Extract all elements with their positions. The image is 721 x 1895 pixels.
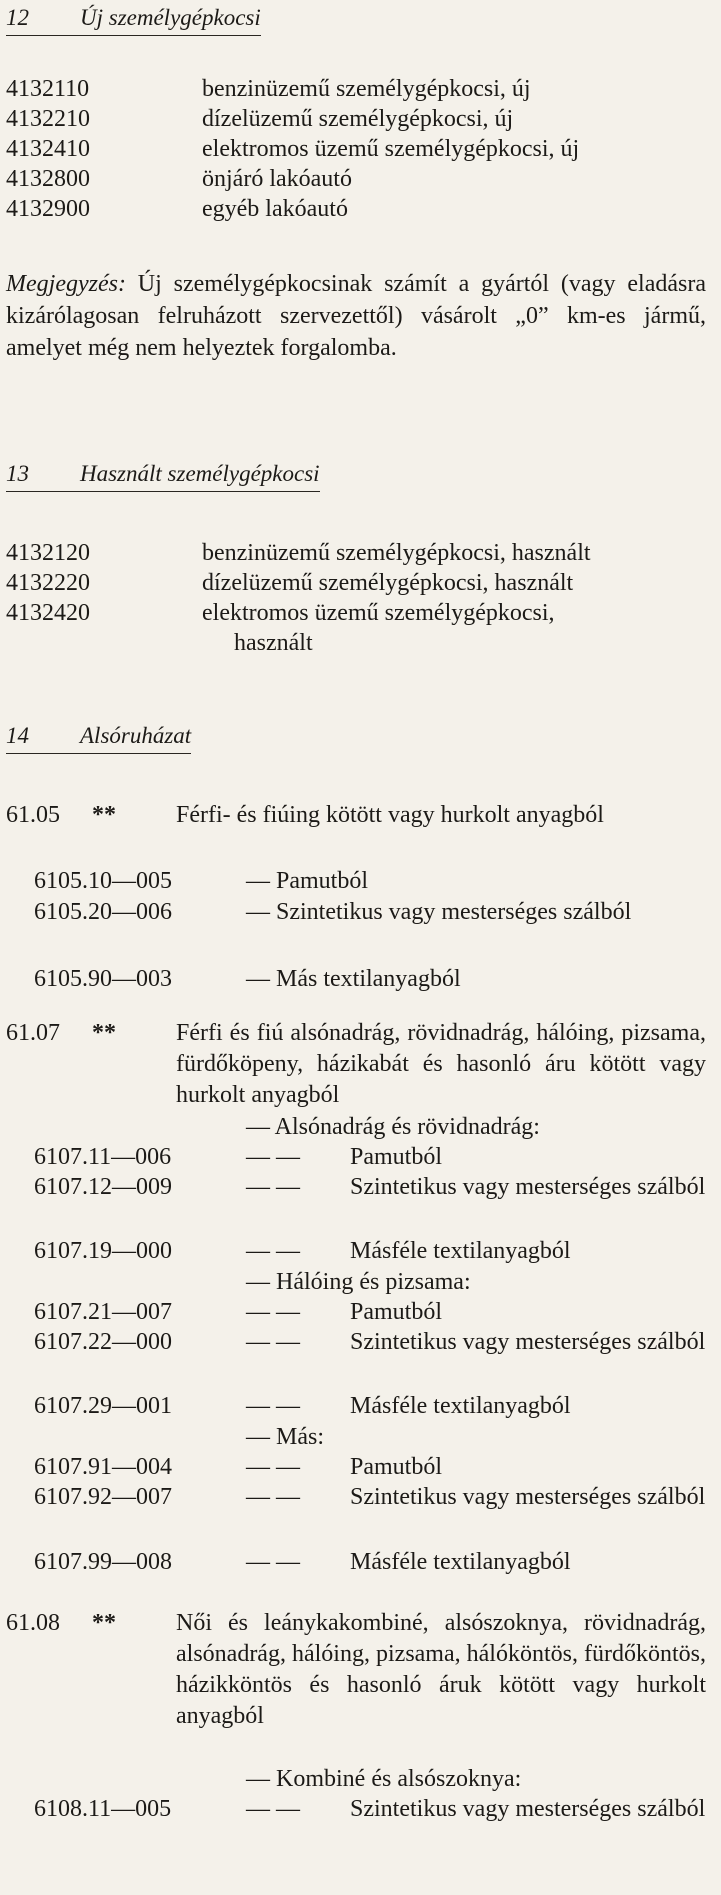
heading-description: Férfi- és fiúing kötött vagy hurkolt anyagból bbox=[176, 802, 604, 828]
subheading-code: 6108.11—005 bbox=[34, 1796, 172, 1822]
heading-code: 61.08 bbox=[6, 1610, 60, 1636]
subheading-dash: — — bbox=[246, 1484, 300, 1510]
section-title: Használt személygépkocsi bbox=[80, 461, 320, 486]
item-code: 4132410 bbox=[6, 136, 90, 162]
item-code: 4132420 bbox=[6, 600, 90, 626]
item-description: benzinüzemű személygépkocsi, új bbox=[202, 76, 531, 102]
subheading-row bbox=[0, 1172, 721, 1234]
group-label bbox=[0, 1422, 721, 1453]
item-description: dízelüzemű személygépkocsi, új bbox=[202, 106, 514, 132]
item-description: elektromos üzemű személygépkocsi, új bbox=[202, 136, 580, 162]
section-number: 13 bbox=[6, 461, 29, 486]
subheading-dash: — — bbox=[246, 1549, 300, 1575]
item-description: használt bbox=[234, 630, 313, 656]
section-13-heading bbox=[6, 460, 320, 492]
note-paragraph bbox=[6, 268, 706, 364]
heading-entry-6105 bbox=[0, 800, 721, 862]
item-code: 4132800 bbox=[6, 166, 90, 192]
subheading-text: — Szintetikus vagy mesterséges szálból bbox=[246, 899, 632, 925]
item-code: 4132210 bbox=[6, 106, 90, 132]
heading-entry-6108 bbox=[0, 1608, 721, 1763]
subheading-row bbox=[0, 1794, 721, 1856]
item-description: dízelüzemű személygépkocsi, használt bbox=[202, 570, 574, 596]
group-label-text: — Alsónadrág és rövidnadrág: bbox=[246, 1114, 540, 1140]
subheading-row bbox=[0, 1452, 721, 1483]
subheading-row bbox=[0, 1482, 721, 1544]
subheading-text: Pamutból bbox=[350, 1299, 443, 1325]
subheading-code: 6107.12—009 bbox=[34, 1174, 172, 1200]
heading-stars: ** bbox=[92, 1610, 116, 1636]
subheading-text: Másféle textilanyagból bbox=[350, 1549, 571, 1575]
subheading-text: — Pamutból bbox=[246, 868, 369, 894]
heading-description: Női és leánykakombiné, alsószoknya, rövidnadrág, alsónadrág, hálóing, pizsama, hálóköntös, fürdőköntös, házikköntös és hasonló áruk kötött vagy hurkolt anyagból bbox=[176, 1610, 706, 1729]
subheading-row bbox=[0, 897, 721, 959]
subheading-code: 6107.22—000 bbox=[34, 1329, 172, 1355]
group-label bbox=[0, 1112, 721, 1143]
heading-description: Férfi és fiú alsónadrág, rövidnadrág, hálóing, pizsama, fürdőköpeny, házikabát és hasonló áru kötött vagy hurkolt anyagból bbox=[176, 1020, 706, 1108]
subheading-row bbox=[0, 964, 721, 995]
subheading-row bbox=[0, 1391, 721, 1422]
heading-entry-6107 bbox=[0, 1018, 721, 1111]
subheading-row bbox=[0, 1297, 721, 1328]
subheading-dash: — — bbox=[246, 1454, 300, 1480]
subheading-row bbox=[0, 1547, 721, 1578]
item-description: önjáró lakóautó bbox=[202, 166, 352, 192]
section-title: Alsóruházat bbox=[80, 723, 192, 748]
subheading-dash: — — bbox=[246, 1329, 300, 1355]
subheading-text: Szintetikus vagy mesterséges szálból bbox=[350, 1484, 706, 1510]
subheading-dash: — — bbox=[246, 1796, 300, 1822]
subheading-row bbox=[0, 1142, 721, 1173]
subheading-code: 6105.20—006 bbox=[34, 899, 172, 925]
subheading-text: Pamutból bbox=[350, 1454, 443, 1480]
subheading-row bbox=[0, 1236, 721, 1267]
item-code: 4132220 bbox=[6, 570, 90, 596]
group-label bbox=[0, 1267, 721, 1298]
subheading-text: Szintetikus vagy mesterséges szálból bbox=[350, 1174, 706, 1200]
section-number: 12 bbox=[6, 5, 29, 30]
subheading-code: 6107.99—008 bbox=[34, 1549, 172, 1575]
subheading-row bbox=[0, 866, 721, 897]
subheading-dash: — — bbox=[246, 1393, 300, 1419]
heading-stars: ** bbox=[92, 802, 116, 828]
group-label-text: — Kombiné és alsószoknya: bbox=[246, 1766, 522, 1792]
item-code: 4132900 bbox=[6, 196, 90, 222]
item-code: 4132120 bbox=[6, 540, 90, 566]
subheading-code: 6107.29—001 bbox=[34, 1393, 172, 1419]
note-text: Új személygépkocsinak számít a gyártól (vagy eladásra kizárólagosan felruházott szervezettől) vásárolt „0” km-es jármű, amelyet még nem helyeztek forgalomba. bbox=[6, 271, 706, 361]
subheading-text: Szintetikus vagy mesterséges szálból bbox=[350, 1796, 706, 1822]
subheading-text: Másféle textilanyagból bbox=[350, 1238, 571, 1264]
heading-code: 61.05 bbox=[6, 802, 60, 828]
subheading-dash: — — bbox=[246, 1238, 300, 1264]
section-14-heading bbox=[6, 722, 191, 754]
section-title: Új személygépkocsi bbox=[80, 5, 261, 30]
subheading-code: 6107.91—004 bbox=[34, 1454, 172, 1480]
item-description: egyéb lakóautó bbox=[202, 196, 348, 222]
subheading-dash: — — bbox=[246, 1299, 300, 1325]
section-number: 14 bbox=[6, 723, 29, 748]
note-label: Megjegyzés: bbox=[6, 271, 126, 297]
heading-code: 61.07 bbox=[6, 1020, 60, 1046]
subheading-code: 6107.19—000 bbox=[34, 1238, 172, 1264]
subheading-code: 6105.90—003 bbox=[34, 966, 172, 992]
subheading-text: Pamutból bbox=[350, 1144, 443, 1170]
subheading-dash: — — bbox=[246, 1174, 300, 1200]
subheading-code: 6107.11—006 bbox=[34, 1144, 172, 1170]
subheading-code: 6105.10—005 bbox=[34, 868, 172, 894]
item-description: elektromos üzemű személygépkocsi, bbox=[202, 600, 555, 626]
subheading-row bbox=[0, 1327, 721, 1389]
subheading-text: Szintetikus vagy mesterséges szálból bbox=[350, 1329, 706, 1355]
subheading-text: Másféle textilanyagból bbox=[350, 1393, 571, 1419]
group-label bbox=[0, 1764, 721, 1795]
section-12-heading bbox=[6, 4, 261, 36]
group-label-text: — Hálóing és pizsama: bbox=[246, 1269, 471, 1295]
subheading-dash: — — bbox=[246, 1144, 300, 1170]
heading-stars: ** bbox=[92, 1020, 116, 1046]
subheading-code: 6107.21—007 bbox=[34, 1299, 172, 1325]
subheading-text: — Más textilanyagból bbox=[246, 966, 461, 992]
subheading-code: 6107.92—007 bbox=[34, 1484, 172, 1510]
item-description: benzinüzemű személygépkocsi, használt bbox=[202, 540, 591, 566]
group-label-text: — Más: bbox=[246, 1424, 324, 1450]
item-code: 4132110 bbox=[6, 76, 90, 102]
